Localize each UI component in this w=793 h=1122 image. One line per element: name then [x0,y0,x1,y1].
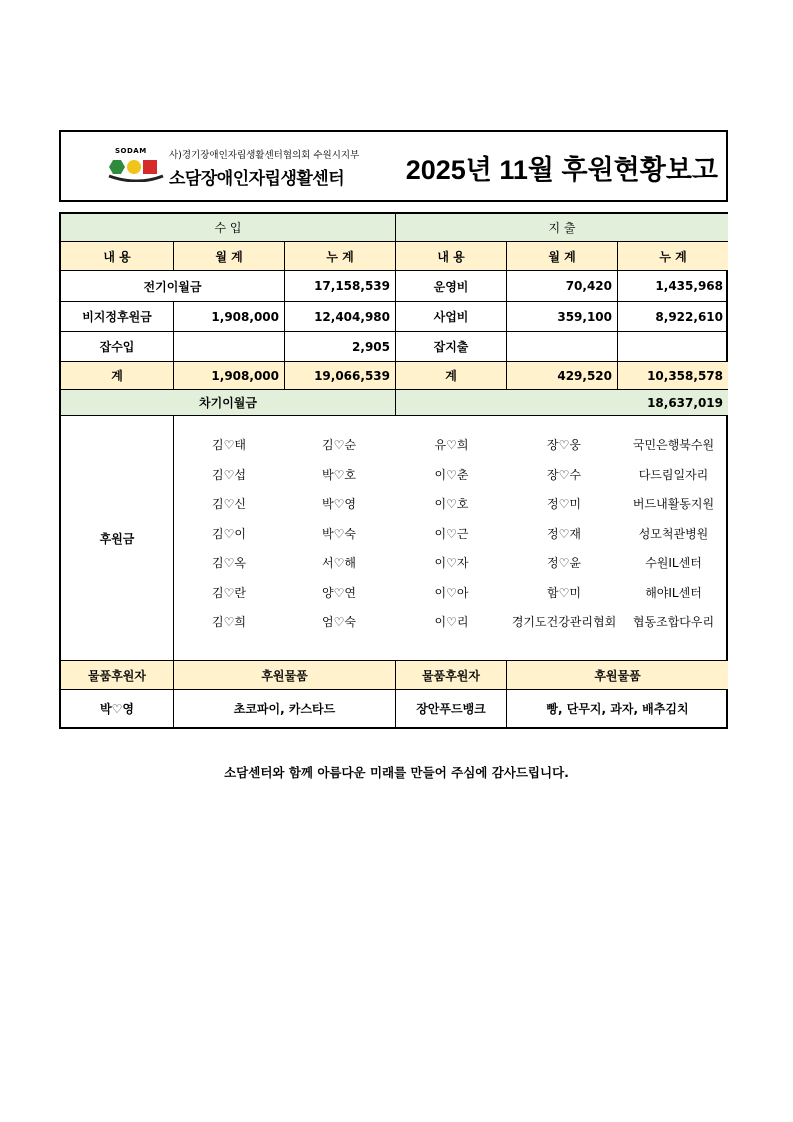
expense-col-cumulative: 누 계 [618,242,728,271]
report-title: 2025년 11월 후원현황보고 [405,155,718,185]
income-total-monthly: 1,908,000 [174,362,285,390]
donor-name: 정♡미 [547,497,581,512]
goods-items-1: 초코파이, 카스타드 [174,690,396,727]
income-nonregular-label: 비지정후원금 [61,302,174,332]
income-col-content: 내 용 [61,242,174,271]
goods-items-2: 빵, 단무지, 과자, 배추김치 [546,702,689,716]
goods-col-items-1: 후원물품 [174,661,396,690]
next-carryover-label: 차기이월금 [61,390,396,416]
expense-operating-monthly: 70,420 [507,271,618,302]
donor-name: 성모척관병원 [638,526,709,541]
donor-name: 김♡이 [212,526,246,541]
logo-shapes-icon [107,156,167,182]
finance-table [59,212,728,729]
donor-name: 유♡희 [434,438,469,453]
expense-misc-cumulative [618,332,728,362]
expense-total-cumulative: 10,358,578 [618,362,728,390]
donor-name: 이♡아 [434,585,469,600]
donor-name: 이♡자 [434,556,469,571]
logo-brand: SODAM [115,147,147,155]
expense-operating-cumulative: 1,435,968 [618,271,728,302]
donor-name: 경기도건강관리협회 [511,615,617,630]
expense-col-content: 내 용 [396,242,507,271]
expense-operating-label: 운영비 [396,271,507,302]
donor-name: 양♡연 [322,585,356,600]
donor-name: 박♡숙 [322,526,356,541]
donor-name: 장♡수 [547,467,581,482]
expense-col-monthly: 월 계 [507,242,618,271]
expense-total-label: 계 [396,362,507,390]
donor-list [174,416,728,661]
goods-col-donor-1: 물품후원자 [61,661,174,690]
income-nonregular-cumulative: 12,404,980 [285,302,396,332]
expense-project-cumulative: 8,922,610 [618,302,728,332]
donor-name: 이♡춘 [434,467,469,482]
goods-donor-2: 장안푸드뱅크 [396,690,507,727]
income-carryover-cumulative: 17,158,539 [285,271,396,302]
expense-total-monthly: 429,520 [507,362,618,390]
thank-you-message: 소담센터와 함께 아름다운 미래를 만들어 주심에 감사드립니다. [224,765,569,780]
goods-col-items-2: 후원물품 [507,661,728,690]
goods-donor-1: 박♡영 [61,690,174,727]
expense-misc-monthly [507,332,618,362]
income-misc-label: 잡수입 [61,332,174,362]
goods-col-donor-2: 물품후원자 [396,661,507,690]
income-nonregular-monthly: 1,908,000 [174,302,285,332]
income-col-monthly: 월 계 [174,242,285,271]
donor-name: 함♡미 [547,585,581,600]
donor-name: 김♡신 [212,497,246,512]
income-col-cumulative: 누 계 [285,242,396,271]
donor-name: 김♡희 [212,615,246,630]
donor-name: 장♡웅 [547,438,581,453]
donor-name: 엄♡숙 [322,615,356,630]
org-name: 사)경기장애인자립생활센터협의회 수원시지부 [169,150,360,161]
center-name: 소담장애인자립생활센터 [169,169,345,189]
donor-name: 정♡윤 [547,556,581,571]
next-carryover-value: 18,637,019 [396,390,728,416]
donor-name: 국민은행북수원 [632,438,715,453]
donor-name: 김♡태 [212,438,246,453]
income-section-title: 수 입 [61,214,396,242]
donor-name: 이♡근 [434,526,469,541]
donor-name: 정♡재 [547,526,581,541]
donor-name: 김♡란 [212,585,246,600]
donor-name: 박♡영 [322,497,356,512]
income-misc-cumulative: 2,905 [285,332,396,362]
donor-name: 서♡해 [322,556,356,571]
report-header [59,130,728,202]
donor-name: 이♡호 [434,497,469,512]
donor-name: 박♡호 [322,467,356,482]
donations-label: 후원금 [61,416,174,661]
donor-name: 수원IL센터 [645,556,702,571]
donor-name: 김♡섭 [212,467,246,482]
donor-name: 버드내활동지원 [632,497,715,512]
center-logo [85,142,360,194]
income-carryover-label: 전기이월금 [61,271,285,302]
donor-name: 해야IL센터 [645,585,702,600]
donor-name: 다드림일자리 [638,467,709,482]
income-total-cumulative: 19,066,539 [285,362,396,390]
expense-misc-label: 잡지출 [396,332,507,362]
donor-name: 김♡순 [322,438,356,453]
donor-name: 협동조합다우리 [632,615,715,630]
income-total-label: 계 [61,362,174,390]
expense-project-label: 사업비 [396,302,507,332]
donor-name: 이♡리 [434,615,469,630]
expense-project-monthly: 359,100 [507,302,618,332]
income-misc-monthly [174,332,285,362]
donor-name: 김♡옥 [212,556,246,571]
expense-section-title: 지 출 [396,214,728,242]
